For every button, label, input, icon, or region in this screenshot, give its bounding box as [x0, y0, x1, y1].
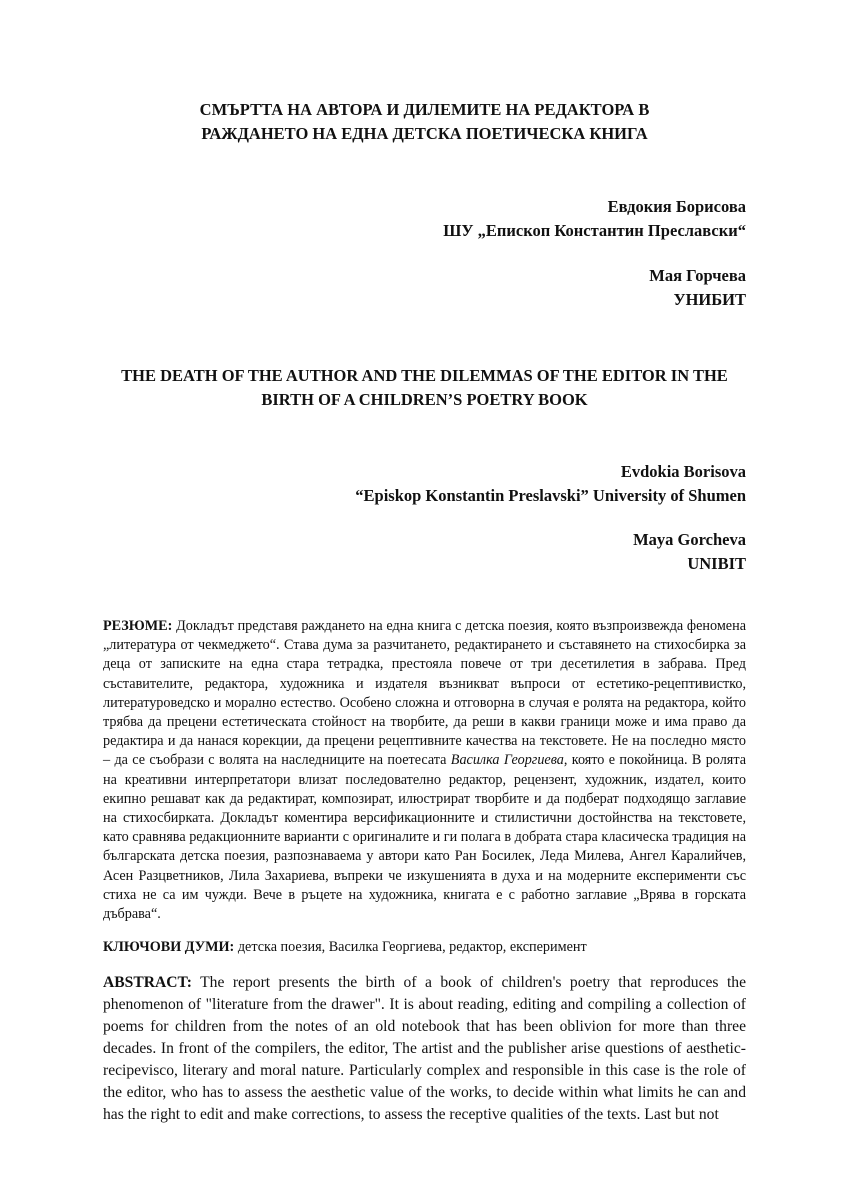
keywords-label: КЛЮЧОВИ ДУМИ:: [103, 939, 235, 956]
author-affiliation: “Episkop Konstantin Preslavski” University of Shumen: [355, 486, 746, 505]
author-1-english: [103, 460, 746, 508]
author-name: Evdokia Borisova: [620, 462, 746, 481]
author-affiliation: ШУ „Епископ Константин Преславски“: [443, 221, 746, 240]
author-2-bulgarian: [103, 264, 746, 312]
author-name: Евдокия Борисова: [607, 197, 746, 216]
title-bulgarian: [103, 0, 746, 146]
author-affiliation: UNIBIT: [687, 554, 746, 573]
abstract-bulgarian: [103, 617, 746, 924]
author-2-english: [103, 528, 746, 576]
abstract-english-text: The report presents the birth of a book of children's poetry that reproduces the phenomenon of "literature from the drawer". It is about reading, editing and compiling a collection of poems for children from the notes of an old notebook that has been oblivion for more than three decades. In front of the compilers, the editor, The artist and the publisher arise questions of aesthetic-recipevisco, literary and moral nature. Particularly complex and responsible in this case is the role of the editor, who has to assess the aesthetic value of the works, to decide within what limits he can and has the right to edit and make corrections, to assess the receptive qualities of the texts. Last but not: [103, 973, 746, 1123]
title-english-line-1: THE DEATH OF THE AUTHOR AND THE DILEMMAS OF THE EDITOR IN THE: [121, 366, 728, 385]
abstract-bulgarian-text-part-2: , която е покойница. В ролята на креативни интерпретатори влизат последователно редактор, рецензент, художник, издател, които екипно решават как да редактират, композират, илюстрират творбите и да подберат подходящо заглавие на стихосбирката. Докладът коментира версификационните и стилистични достойнства на текстовете, като сравнява редакционните варианти с оригиналите и ги полага в добрата стара класическа традиция на българската детска поезия, разпознаваема у автори като Ран Босилек, Леда Милева, Ангел Каралийчев, Асен Разцветников, Лила Захариева, въпреки че изкушенията в духа и на модерните експерименти със стиха не са им чужди. Вече в ръцете на художника, книгата е с работно заглавие „Врява в горската дъбрава“.: [103, 752, 746, 923]
abstract-english-label: ABSTRACT:: [103, 973, 192, 991]
title-bulgarian-line-2: РАЖДАНЕТО НА ЕДНА ДЕТСКА ПОЕТИЧЕСКА КНИГА: [201, 124, 648, 143]
author-affiliation: УНИБИТ: [673, 290, 746, 309]
author-name: Maya Gorcheva: [633, 530, 746, 549]
title-english: [103, 364, 746, 412]
abstract-bulgarian-label: РЕЗЮМЕ:: [103, 618, 173, 634]
keywords-bulgarian: [103, 938, 746, 957]
keywords-text: детска поезия, Василка Георгиева, редактор, експеримент: [234, 939, 587, 956]
poet-name: Василка Георгиева: [450, 752, 564, 769]
title-english-line-2: BIRTH OF A CHILDREN’S POETRY BOOK: [261, 390, 588, 409]
abstract-english: [103, 972, 746, 1126]
title-bulgarian-line-1: СМЪРТТА НА АВТОРА И ДИЛЕМИТЕ НА РЕДАКТОРА В: [199, 100, 650, 119]
author-name: Мая Горчева: [649, 266, 746, 285]
author-1-bulgarian: [103, 195, 746, 243]
abstract-bulgarian-text-part-1: Докладът представя раждането на една книга с детска поезия, която възпроизвежда феномена „литература от чекмеджето“. Става дума за разчитането, редактирането и съставянето на стихосбирка за деца от записките на една стара тетрадка, престояла повече от три десетилетия в забрава. Пред съставителите, редактора, художника и издателя възникват въпроси от естетико-рецептивистко, литературоведско и морално естество. Особено сложна и отговорна в случая е ролята на редактора, който трябва да прецени естетическата стойност на творбите, да реши в какви граници може и има право да редактира и да нанася корекции, да прецени рецептивните качества на текстовете. Не на последно място – да се съобрази с волята на наследниците на поетесата: [103, 618, 746, 769]
